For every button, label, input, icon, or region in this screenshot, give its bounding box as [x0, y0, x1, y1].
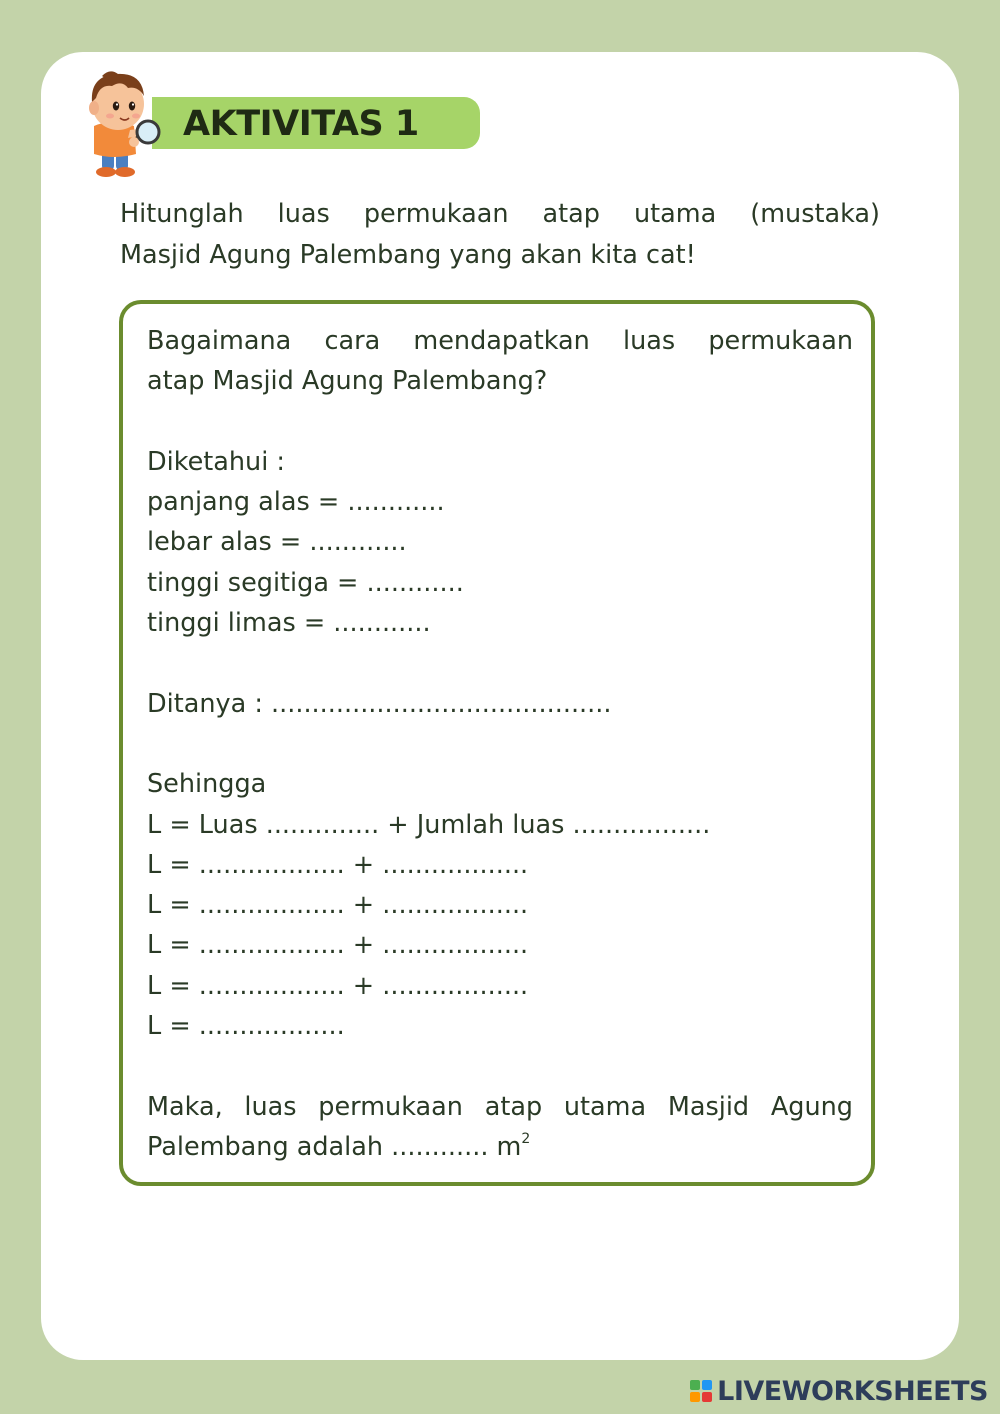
known-tinggi-segitiga: tinggi segitiga = ............	[147, 567, 464, 598]
question-line-2: atap Masjid Agung Palembang?	[147, 366, 548, 397]
question-line-1: Bagaimana cara mendapatkan luas permukaan	[147, 326, 853, 356]
known-label: Diketahui :	[147, 446, 285, 477]
answer-unit-superscript: 2	[521, 1130, 531, 1147]
known-tinggi-limas: tinggi limas = ............	[147, 608, 431, 639]
answer-content	[147, 321, 853, 1167]
answer-line-1: Maka, luas permukaan atap utama Masjid Agung	[147, 1091, 853, 1122]
instruction-line-1: Hitunglah luas permukaan atap utama (mustaka)	[120, 199, 880, 229]
formula-step-1: L = Luas .............. + Jumlah luas .................	[147, 809, 711, 840]
answer-line-2	[147, 1127, 853, 1167]
known-panjang-alas: panjang alas = ............	[147, 487, 445, 518]
brand-name: LIVEWORKSHEETS	[717, 1375, 988, 1407]
known-lebar-alas: lebar alas = ............	[147, 527, 407, 558]
instruction-text	[120, 194, 880, 276]
asked-line: Ditanya : ..........................................	[147, 688, 612, 719]
page-title: AKTIVITAS 1	[183, 104, 419, 144]
formula-step-6: L = ..................	[147, 1011, 345, 1042]
formula-step-5: L = .................. + ..................	[147, 970, 529, 1001]
formula-step-3: L = .................. + ..................	[147, 890, 529, 921]
formula-step-2: L = .................. + ..................	[147, 849, 529, 880]
brand-footer	[689, 1376, 988, 1406]
boy-with-magnifier-icon	[72, 68, 172, 180]
answer-line-2-text: Palembang adalah ............ m	[147, 1131, 522, 1162]
liveworksheets-logo-icon	[689, 1379, 713, 1403]
instruction-line-2: Masjid Agung Palembang yang akan kita cat!	[120, 240, 696, 270]
so-label: Sehingga	[147, 769, 267, 800]
formula-step-4: L = .................. + ..................	[147, 930, 529, 961]
